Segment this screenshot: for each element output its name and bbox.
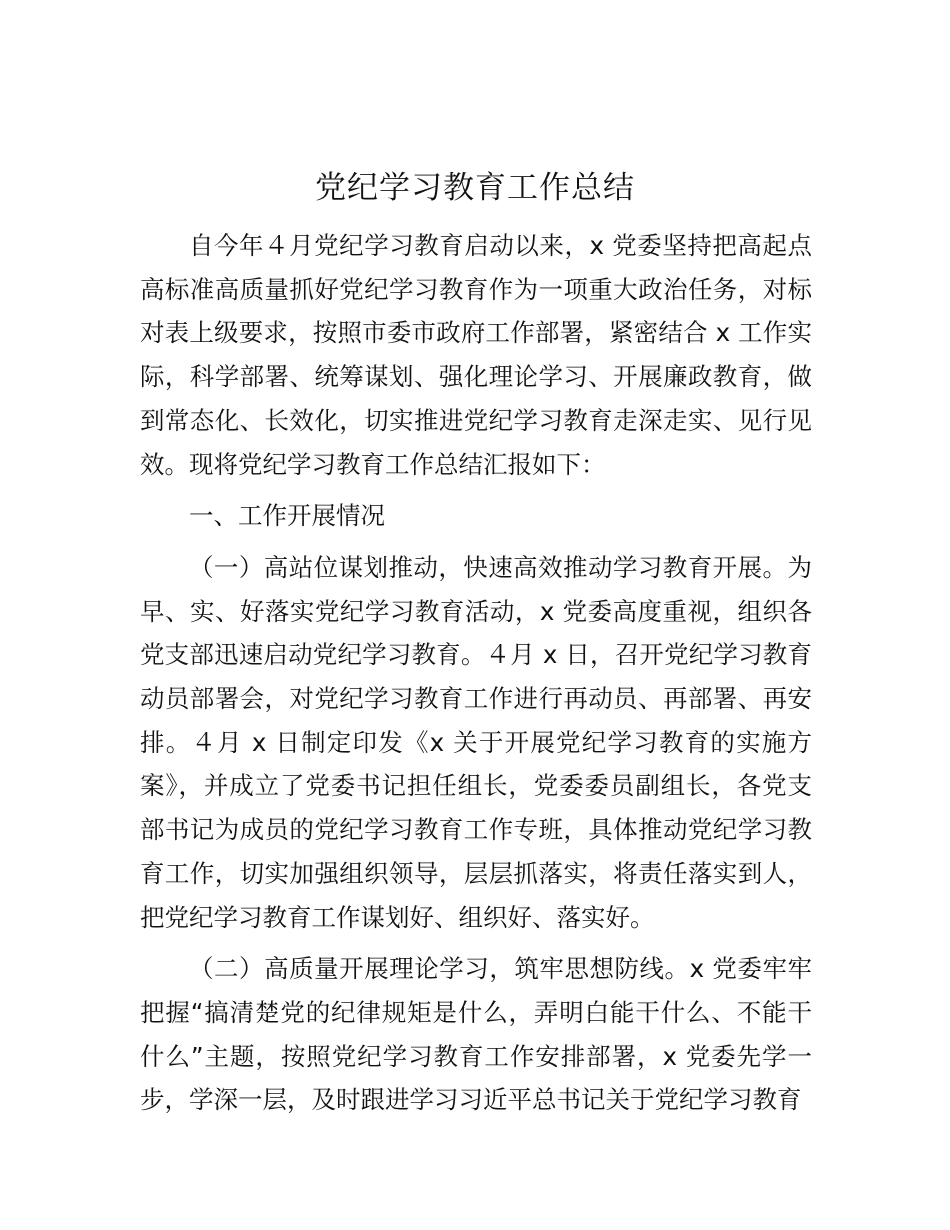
- subsection-1-paragraph: （一）高站位谋划推动，快速高效推动学习教育开展。为早、实、好落实党纪学习教育活动，x 党委高度重视，组织各党支部迅速启动党纪学习教育。４月 x 日，召开党纪学习教育动员部署会，对党纪学习教育工作进行再动员、再部署、再安排。４月 x 日制定印发《x 关于开展党纪学习教育的实施方案》，并成立了党委书记担任组长，党委委员副组长，各党支部书记为成员的党纪学习教育工作专班，具体推动党纪学习教育工作，切实加强组织领导，层层抓落实，将责任落实到人，把党纪学习教育工作谋划好、组织好、落实好。: [140, 552, 812, 932]
- subsection-2-paragraph: （二）高质量开展理论学习，筑牢思想防线。x 党委牢牢把握“搞清楚党的纪律规矩是什么，弄明白能干什么、不能干什么”主题，按照党纪学习教育工作安排部署，x 党委先学一步，学深一层，及时跟进学习习近平总书记关于党纪学习教育: [140, 954, 812, 1115]
- section-heading: 一、工作开展情况: [189, 501, 385, 531]
- document-body: [140, 224, 812, 1122]
- intro-paragraph: 自今年４月党纪学习教育启动以来，x 党委坚持把高起点高标准高质量抓好党纪学习教育作为一项重大政治任务，对标对表上级要求，按照市委市政府工作部署，紧密结合 x 工作实际，科学部署、统筹谋划、强化理论学习、开展廉政教育，做到常态化、长效化，切实推进党纪学习教育走深走实、见行见效。现将党纪学习教育工作总结汇报如下：: [140, 231, 812, 479]
- document-title: 党纪学习教育工作总结: [315, 170, 635, 206]
